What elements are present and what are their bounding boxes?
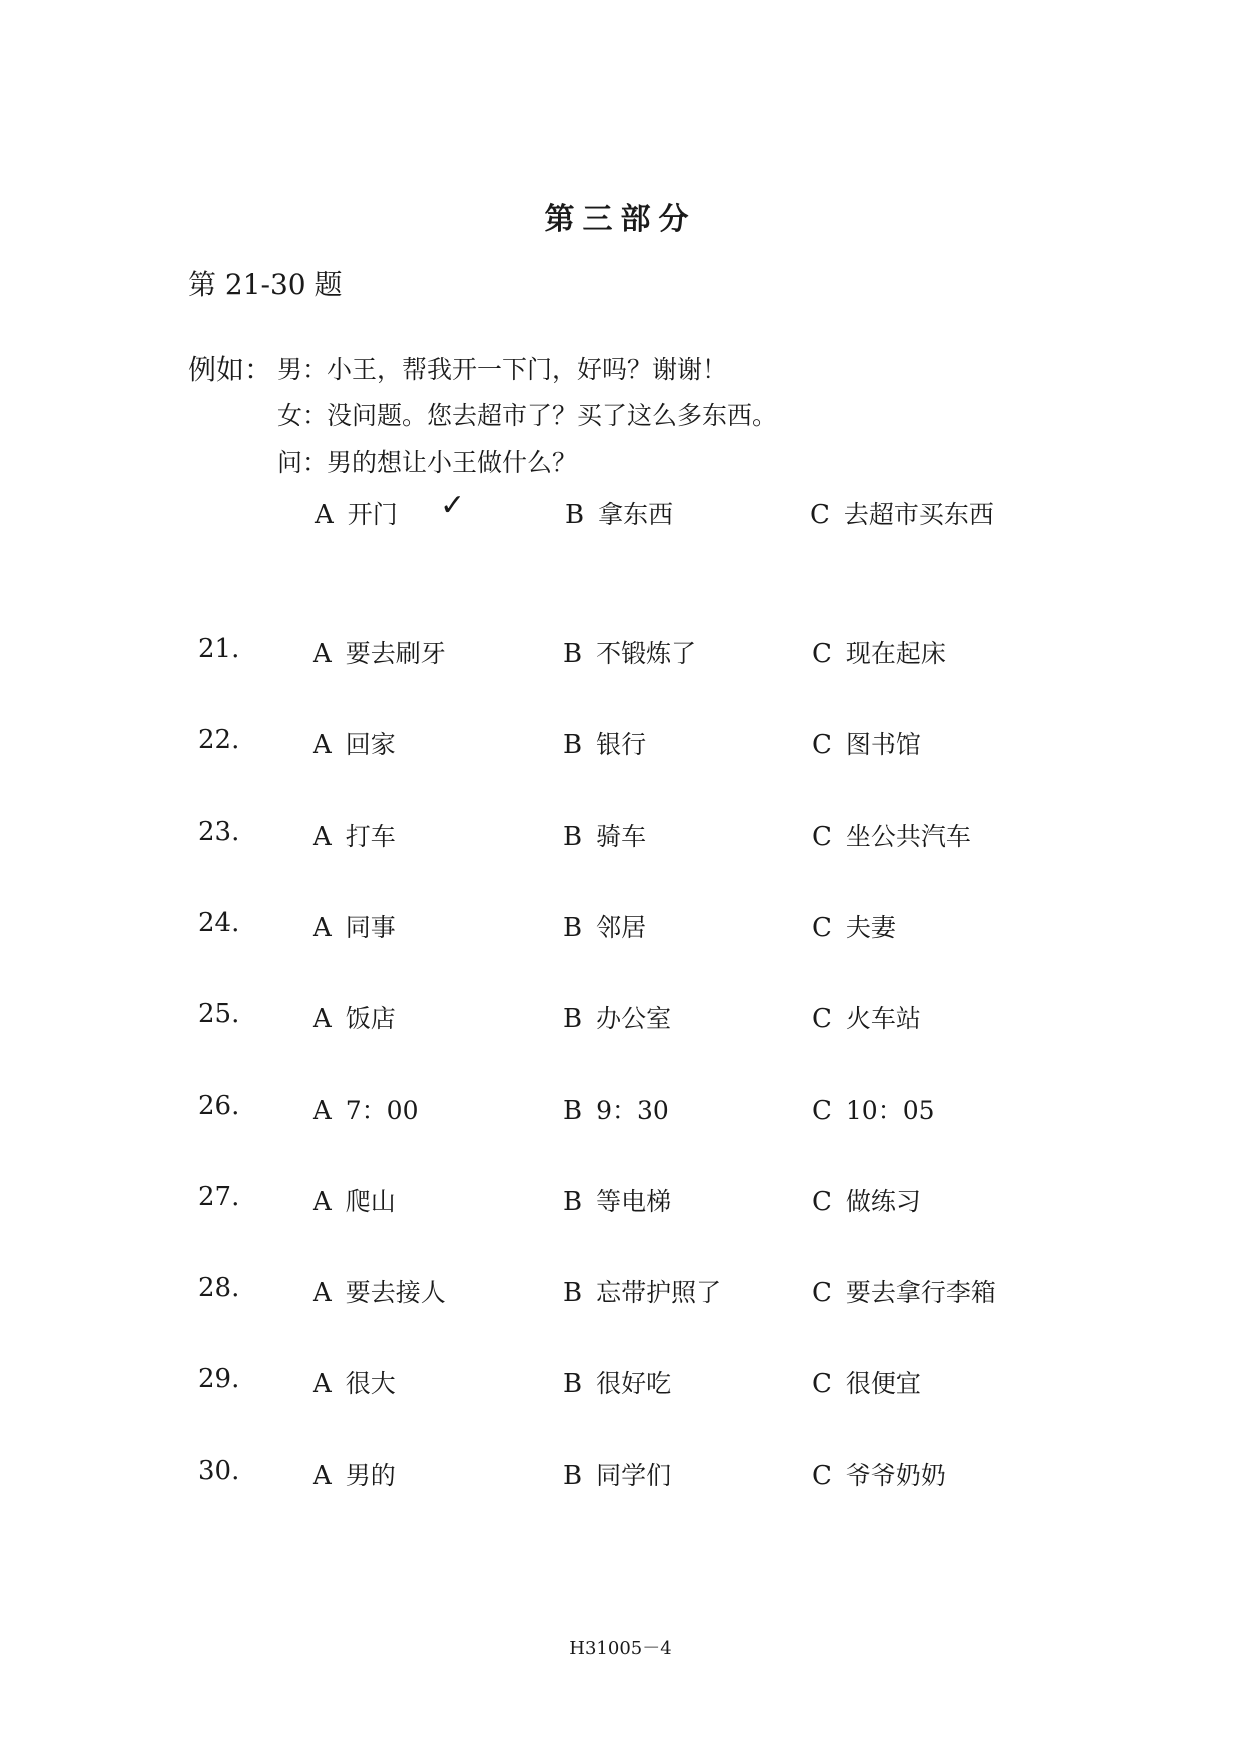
option-text: 要去刷牙 (345, 639, 446, 668)
option-text: 办公室 (596, 1004, 672, 1033)
option-letter: A (313, 639, 332, 669)
question-option-c (812, 725, 921, 761)
question-option-c (812, 1456, 946, 1492)
question-number: 24. (198, 908, 240, 938)
question-number: 23. (198, 817, 240, 847)
option-text: 爷爷奶奶 (845, 1461, 946, 1490)
option-letter: C (810, 500, 830, 530)
option-text: 忘带护照了 (596, 1278, 722, 1307)
example-line-question: 问：男的想让小王做什么？ (277, 448, 578, 477)
question-option-a (313, 1456, 396, 1492)
option-letter: C (812, 1187, 832, 1217)
example-label: 例如： (188, 353, 273, 386)
question-option-c (812, 999, 921, 1035)
option-text: 现在起床 (845, 639, 946, 668)
question-option-c (812, 634, 946, 670)
option-text: 去超市买东西 (843, 500, 994, 529)
option-letter: A (313, 822, 332, 852)
option-text: 9：30 (596, 1096, 669, 1125)
question-option-a (313, 1182, 396, 1218)
option-text: 饭店 (345, 1004, 396, 1033)
question-option-b (563, 908, 646, 944)
question-option-c (812, 908, 896, 944)
option-letter: A (313, 1004, 332, 1034)
question-option-b (563, 1091, 669, 1127)
option-letter: C (812, 1369, 832, 1399)
option-text: 开门 (347, 500, 398, 529)
question-option-b (563, 817, 646, 853)
option-text: 要去拿行李箱 (845, 1278, 996, 1307)
question-number: 28. (198, 1273, 240, 1303)
question-option-a (313, 908, 396, 944)
option-text: 很便宜 (845, 1369, 921, 1398)
example-line-man: 男：小王，帮我开一下门，好吗？谢谢！ (277, 355, 728, 384)
option-letter: A (313, 730, 332, 760)
option-text: 等电梯 (596, 1187, 672, 1216)
check-mark-icon: ✓ (440, 488, 466, 523)
question-option-a (313, 1091, 419, 1127)
question-option-a (313, 1364, 396, 1400)
question-option-b (563, 1182, 671, 1218)
option-text: 图书馆 (845, 730, 921, 759)
option-letter: B (563, 822, 583, 852)
question-option-b (563, 725, 646, 761)
option-letter: C (812, 1278, 832, 1308)
option-letter: B (563, 1187, 583, 1217)
question-option-a (313, 725, 396, 761)
question-range: 第 21-30 题 (188, 268, 343, 301)
option-text: 做练习 (845, 1187, 921, 1216)
example-option-c (810, 495, 994, 531)
option-letter: B (563, 1096, 583, 1126)
page-footer: H31005－4 (569, 1638, 672, 1659)
question-number: 21. (198, 634, 240, 664)
question-option-a (313, 999, 396, 1035)
option-letter: C (812, 1096, 832, 1126)
question-number: 29. (198, 1364, 240, 1394)
option-text: 10：05 (845, 1096, 935, 1125)
option-text: 不锻炼了 (596, 639, 697, 668)
option-letter: A (313, 1369, 332, 1399)
question-option-b (563, 1456, 671, 1492)
option-letter: C (812, 913, 832, 943)
question-number: 26. (198, 1091, 240, 1121)
option-letter: A (313, 1278, 332, 1308)
question-number: 27. (198, 1182, 240, 1212)
option-letter: B (563, 639, 583, 669)
option-text: 爬山 (345, 1187, 396, 1216)
option-text: 回家 (345, 730, 396, 759)
question-option-b (563, 1273, 721, 1309)
question-option-c (812, 1364, 921, 1400)
option-letter: B (565, 500, 585, 530)
option-letter: A (315, 500, 334, 530)
option-letter: A (313, 913, 332, 943)
question-number: 25. (198, 999, 240, 1029)
option-text: 同事 (345, 913, 396, 942)
question-option-c (812, 817, 971, 853)
question-option-a (313, 634, 446, 670)
example-option-b (565, 495, 673, 531)
option-text: 夫妻 (845, 913, 896, 942)
option-text: 火车站 (845, 1004, 921, 1033)
section-title: 第三部分 (544, 202, 697, 237)
option-text: 很好吃 (596, 1369, 672, 1398)
option-text: 7：00 (345, 1096, 419, 1125)
option-letter: B (563, 1369, 583, 1399)
option-letter: C (812, 822, 832, 852)
example-option-a (315, 495, 398, 531)
question-option-c (812, 1091, 935, 1127)
question-number: 22. (198, 725, 240, 755)
option-text: 打车 (345, 822, 396, 851)
option-letter: C (812, 1004, 832, 1034)
option-letter: B (563, 1461, 583, 1491)
question-number: 30. (198, 1456, 240, 1486)
option-letter: A (313, 1187, 332, 1217)
question-option-a (313, 1273, 446, 1309)
option-text: 骑车 (596, 822, 647, 851)
example-line-woman: 女：没问题。您去超市了？买了这么多东西。 (277, 401, 778, 430)
option-text: 邻居 (596, 913, 647, 942)
option-letter: A (313, 1096, 332, 1126)
question-option-c (812, 1182, 921, 1218)
option-letter: B (563, 730, 583, 760)
option-text: 坐公共汽车 (845, 822, 971, 851)
question-option-c (812, 1273, 996, 1309)
question-option-a (313, 817, 396, 853)
option-text: 男的 (345, 1461, 396, 1490)
question-option-b (563, 999, 671, 1035)
option-letter: B (563, 913, 583, 943)
question-option-b (563, 1364, 671, 1400)
option-letter: B (563, 1278, 583, 1308)
option-letter: C (812, 730, 832, 760)
option-letter: C (812, 639, 832, 669)
option-letter: C (812, 1461, 832, 1491)
option-letter: B (563, 1004, 583, 1034)
question-option-b (563, 634, 696, 670)
option-text: 同学们 (596, 1461, 672, 1490)
option-text: 要去接人 (345, 1278, 446, 1307)
option-letter: A (313, 1461, 332, 1491)
option-text: 拿东西 (598, 500, 674, 529)
option-text: 银行 (596, 730, 647, 759)
option-text: 很大 (345, 1369, 396, 1398)
